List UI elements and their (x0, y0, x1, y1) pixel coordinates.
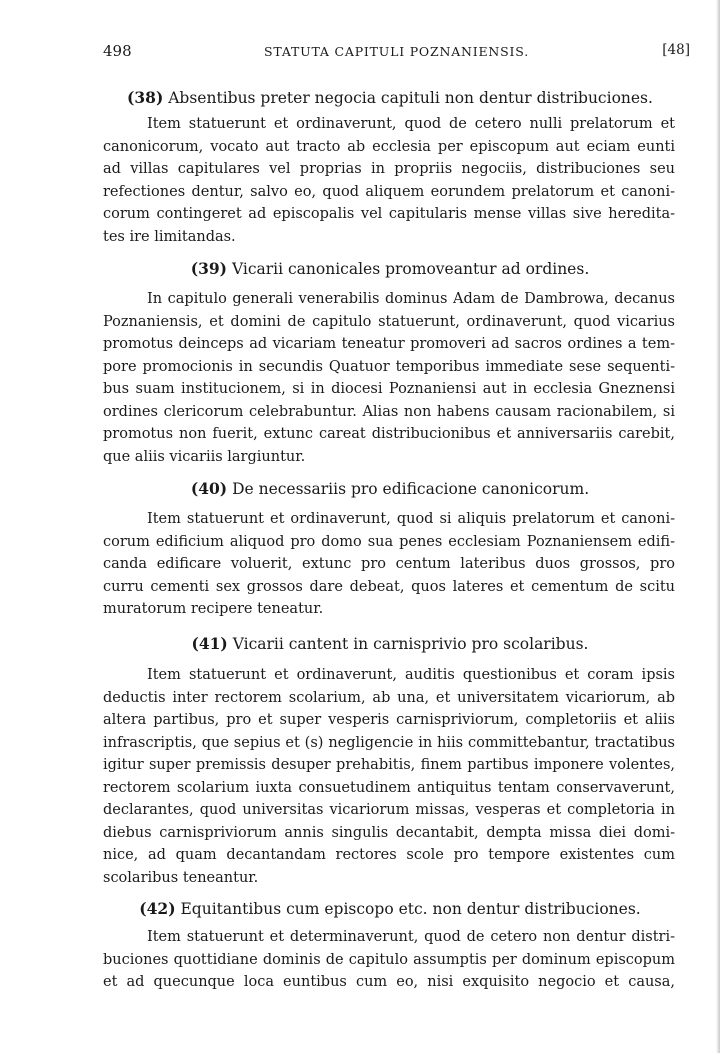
section-heading-40 (90, 479, 690, 499)
text-line: scolaribus teneantur. (103, 869, 259, 886)
text-line: canonicorum, vocato aut tracto ab ecclesia per episcopum aut eciam eunti (103, 138, 675, 155)
text-line: diebus carnispriviorum annis singulis decantabit, dempta missa diei domi- (103, 824, 675, 841)
text-line: buciones quottidiane dominis de capitulo assumptis per dominum episcopum (103, 951, 675, 968)
text-line: curru cementi sex grossos dare debeat, quos lateres et cementum de scitu (103, 578, 675, 595)
text-line: corum contingeret ad episcopalis vel capitularis mense villas sive heredita- (103, 206, 675, 222)
text-line: promotus non fuerit, extunc careat distribucionibus et anniversariis carebit, (103, 426, 675, 442)
section-body-40 (103, 508, 675, 621)
section-heading-39 (90, 259, 690, 279)
section-title: Equitantibus cum episcopo etc. non dentur distribuciones. (180, 900, 641, 918)
section-number: (39) (190, 259, 227, 278)
page-edge-shadow (716, 0, 720, 1053)
section-title: Vicarii cantent in carnisprivio pro scolaribus. (232, 635, 589, 653)
text-line: que aliis vicariis largiuntur. (103, 448, 306, 465)
section-number: (40) (190, 479, 228, 498)
text-line: Item statuerunt et ordinaverunt, auditis questionibus et coram ipsis (147, 667, 675, 683)
text-line: et ad quecunque loca euntibus cum eo, nisi exquisito negocio et causa, (103, 974, 675, 990)
section-title: Vicarii canonicales promoveantur ad ordines. (231, 260, 590, 278)
text-line: Item statuerunt et ordinaverunt, quod de cetero nulli prelatorum et (147, 116, 675, 132)
text-line: infrascriptis, que sepius et (s) negligencie in hiis committebantur, tractatibus (103, 734, 675, 751)
section-heading-38 (90, 88, 690, 108)
text-line: rectorem scolarium iuxta consuetudinem antiquitus tentam conservaverunt, (103, 779, 675, 796)
text-line: pore promocionis in secundis Quatuor temporibus immediate sese sequenti- (103, 358, 675, 375)
section-number: (41) (191, 634, 228, 653)
page-number: 498 (103, 42, 132, 60)
text-line: declarantes, quod universitas vicariorum missas, vesperas et completoria in (103, 802, 675, 818)
running-header (103, 42, 690, 64)
document-number: [48] (662, 42, 690, 58)
running-title: STATUTA CAPITULI POZNANIENSIS. (264, 44, 529, 59)
section-title: Absentibus preter negocia capituli non dentur distribuciones. (168, 89, 653, 107)
section-body-41 (103, 664, 675, 889)
section-heading-41 (90, 634, 690, 654)
text-line: ad villas capitulares vel proprias in propriis negociis, distribuciones seu (103, 161, 675, 177)
text-line: bus suam institucionem, si in diocesi Poznaniensi aut in ecclesia Gneznensi (103, 381, 675, 397)
text-line: Item statuerunt et determinaverunt, quod de cetero non dentur distri- (147, 929, 675, 945)
text-line: deductis inter rectorem scolarium, ab una, et universitatem vicariorum, ab (103, 689, 675, 706)
text-line: nice, ad quam decantandam rectores scole pro tempore existentes cum (103, 847, 675, 863)
section-body-38 (103, 113, 675, 248)
text-line: refectiones dentur, salvo eo, quod aliquem eorundem prelatorum et canoni- (103, 183, 675, 200)
text-line: In capitulo generali venerabilis dominus Adam de Dambrowa, decanus (147, 291, 675, 307)
text-line: muratorum recipere teneatur. (103, 601, 324, 617)
text-line: canda edificare voluerit, extunc pro centum lateribus duos grossos, pro (103, 556, 675, 572)
section-body-42 (103, 926, 675, 994)
text-line: igitur super premissis desuper prehabitis, finem partibus imponere volentes, (103, 757, 675, 773)
section-heading-42 (90, 899, 690, 919)
section-number: (38) (127, 88, 164, 107)
text-line: corum edificium aliquod pro domo sua penes ecclesiam Poznaniensem edifi- (103, 533, 675, 550)
section-body-39 (103, 288, 675, 468)
section-number: (42) (139, 899, 176, 918)
text-line: Item statuerunt et ordinaverunt, quod si aliquis prelatorum et canoni- (147, 511, 675, 527)
text-line: promotus deinceps ad vicariam teneatur promoveri ad sacros ordines a tem- (103, 336, 675, 352)
text-line: Poznaniensis, et domini de capitulo statuerunt, ordinaverunt, quod vicarius (103, 313, 675, 330)
text-line: altera partibus, pro et super vesperis carnispriviorum, completoriis et aliis (103, 712, 675, 728)
text-line: ordines clericorum celebrabuntur. Alias non habens causam racionabilem, si (103, 403, 675, 420)
section-title: De necessariis pro edificacione canonicorum. (232, 480, 590, 498)
text-line: tes ire limitandas. (103, 228, 236, 245)
